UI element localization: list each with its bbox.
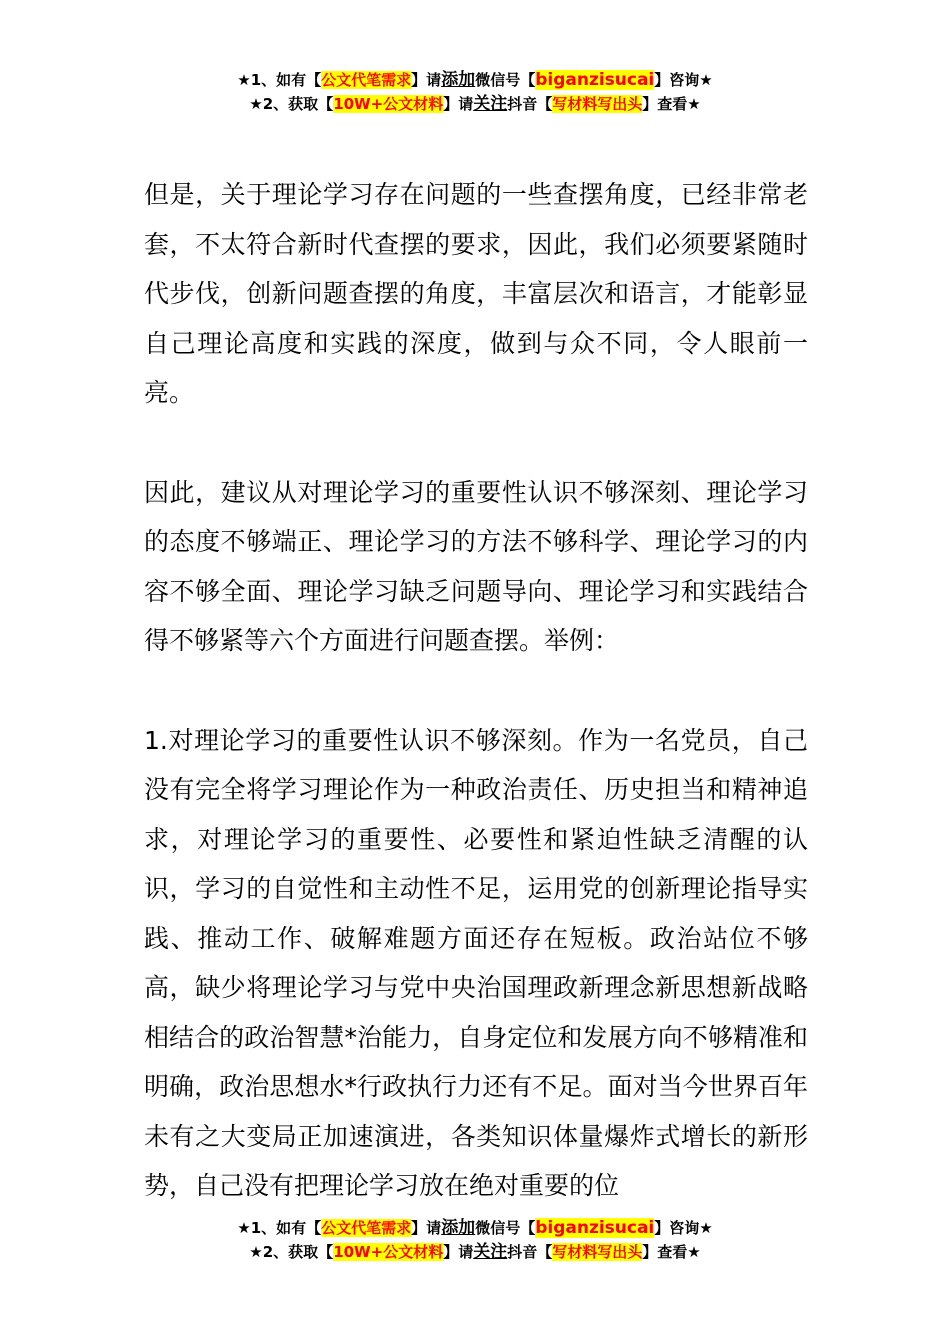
banner-highlight-douyin: 写材料写出头 (552, 95, 643, 113)
banner-highlight-wechat-id: biganzisucai (535, 1218, 655, 1238)
banner-highlight-wechat-id: biganzisucai (535, 70, 655, 90)
banner-line-2: ★2、获取【10W+公文材料】请关注抖音【写材料写出头】查看★ (249, 94, 701, 114)
banner-highlight-service: 公文代笔需求 (321, 71, 412, 89)
banner-underlined-follow: 关注 (473, 94, 508, 114)
paragraph-spacer (144, 418, 808, 468)
banner-highlight-service: 公文代笔需求 (321, 1219, 412, 1237)
header-banner (0, 68, 950, 116)
document-body (144, 170, 808, 1211)
banner-highlight-materials: 10W+公文材料 (333, 95, 444, 113)
banner-underlined-add: 添加 (441, 1218, 476, 1238)
paragraph-suggestion: 因此，建议从对理论学习的重要性认识不够深刻、理论学习的态度不够端正、理论学习的方法不够科学、理论学习的内容不够全面、理论学习缺乏问题导向、理论学习和实践结合得不够紧等六个方面进行问题查摆。举例： (144, 477, 808, 655)
banner-line-2: ★2、获取【10W+公文材料】请关注抖音【写材料写出头】查看★ (249, 1242, 701, 1262)
banner-highlight-douyin: 写材料写出头 (552, 1243, 643, 1261)
banner-line-1: ★1、如有【公文代笔需求】请添加微信号【biganzisucai】咨询★ (237, 1218, 713, 1238)
banner-line-1: ★1、如有【公文代笔需求】请添加微信号【biganzisucai】咨询★ (237, 70, 713, 90)
paragraph-spacer (144, 666, 808, 716)
banner-underlined-follow: 关注 (473, 1242, 508, 1262)
paragraph-intro: 但是，关于理论学习存在问题的一些查摆角度，已经非常老套，不太符合新时代查摆的要求，因此，我们必须要紧随时代步伐，创新问题查摆的角度，丰富层次和语言，才能彰显自己理论高度和实践的深度，做到与众不同，令人眼前一亮。 (144, 180, 808, 407)
paragraph-example-1: 1.对理论学习的重要性认识不够深刻。作为一名党员，自己没有完全将学习理论作为一种政治责任、历史担当和精神追求，对理论学习的重要性、必要性和紧迫性缺乏清醒的认识，学习的自觉性和主动性不足，运用党的创新理论指导实践、推动工作、破解难题方面还存在短板。政治站位不够高，缺少将理论学习与党中央治国理政新理念新思想新战略相结合的政治智慧*治能力，自身定位和发展方向不够精准和明确，政治思想水*行政执行力还有不足。面对当今世界百年未有之大变局正加速演进，各类知识体量爆炸式增长的新形势，自己没有把理论学习放在绝对重要的位 (144, 725, 808, 1200)
footer-banner (0, 1216, 950, 1264)
banner-highlight-materials: 10W+公文材料 (333, 1243, 444, 1261)
banner-underlined-add: 添加 (441, 70, 476, 90)
